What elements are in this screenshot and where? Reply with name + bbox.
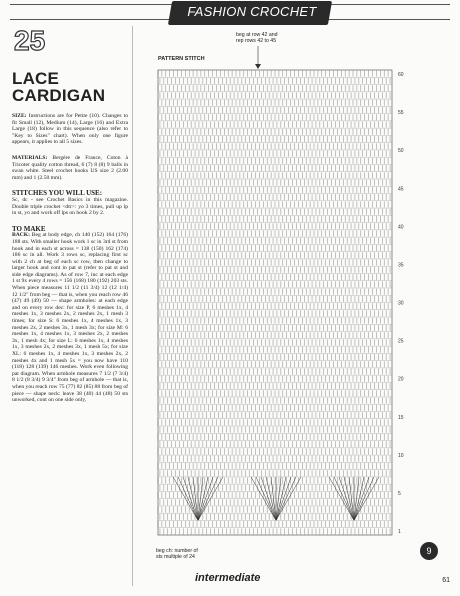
chart-bottom-note-line2: sts multiple of 24: [156, 554, 195, 560]
difficulty-badge: 9: [420, 542, 438, 560]
section-title: FASHION CROCHET: [187, 4, 317, 19]
pattern-title-line2: CARDIGAN: [12, 86, 106, 105]
chart-top-note-line2: rep rows 42 to 45: [236, 38, 277, 44]
back-heading: BACK:: [12, 232, 31, 239]
row-label: 45: [398, 186, 404, 193]
stitches-text: Sc, dc - see Crochet Basics in this magazine. Double triple crochet <dtr>: yo 3 times, pull up lp in st, yo and work off lps on hook 2 by 2.: [12, 196, 128, 217]
pattern-chart: [140, 30, 450, 570]
page-number: 61: [442, 577, 450, 584]
pattern-number: 25: [14, 25, 46, 56]
materials-text: Bergère de France, Coton à Tricoter quality cotton thread, 6 (7) 8 (8) 9 balls in swan white. Steel crochet hooks US size 2 (2.00 mm) and 1 (2.50 mm).: [12, 154, 129, 181]
top-arrow-head: [255, 64, 261, 69]
pattern-title: [12, 70, 132, 104]
instructions-column: [12, 26, 133, 586]
row-label: 30: [398, 300, 404, 307]
to-make-section: [12, 226, 132, 404]
chart-grid: [140, 30, 450, 570]
materials-section: [12, 155, 132, 181]
to-make-heading: TO MAKE: [12, 224, 46, 233]
chart-bottom-note-line1: beg ch: number of: [156, 548, 198, 554]
pattern-title-line1: LACE: [12, 69, 60, 88]
stitches-section: [12, 190, 132, 216]
materials-heading: MATERIALS:: [12, 154, 48, 161]
row-label: 40: [398, 224, 404, 231]
size-heading: SIZE:: [12, 113, 27, 119]
row-label: 35: [398, 262, 404, 269]
row-label: 60: [398, 72, 404, 78]
skill-level: intermediate: [195, 572, 261, 584]
stitches-heading: STITCHES YOU WILL USE:: [12, 189, 103, 198]
row-label: 15: [398, 414, 404, 421]
row-label: 55: [398, 110, 404, 117]
row-label: 50: [398, 148, 404, 155]
size-text: Instructions are for Petite (10). Changes to fit Small (12), Medium (14), Large (16) and Extra Large (18) follow in this sequence (also refer to "Key to Sizes" chart). When only one figure appears, it applies to all 5 sizes.: [12, 113, 128, 146]
size-section: [12, 113, 132, 146]
row-label: 1: [398, 529, 401, 535]
back-text: Beg at body edge, ch 140 (152) 164 (176) 188 sts. With smaller hook work 1 sc in 3rd st from hook and in each st across = 138 (150) 162 (174) 186 sc in all. Work 3 rows sc, replacing first sc with 2 ch at beg of each sc row, then change to larger hook and cont in pat st (refer to pat st and side edge diagrams). As of row 7, inc at each edge 1 st 9x every 4 rows = 156 (168) 180 (192) 203 sts. When piece measures 11 1/2 (11 3/4) 12 (12 1/4) 12 1/2" from beg — that is, when you reach row 46 (47) 49 (49) 50 — shape armholes: at each edge and on every row dec: for size P, 6 meshes 1x, 4 meshes 1x, 3 meshes 2x, 2 meshes 2x, 1 mesh 3 times; for size S: 6 meshes 1x, 4 meshes 1x, 3 meshes 2x, 2 meshes 3x, 1 mesh 3x; for size M: 6 meshes 1x, 4 meshes 1x, 3 meshes 2x, 2 meshes 3x, 1 mesh 4x; for size L: 6 meshes 1x, 4 meshes 1x, 3 meshes 2x, 2 meshes 3x, 1 mesh 5x; for size XL: 6 meshes 1x, 4 meshes 1x, 3 meshes 2x, 2 meshes 4x and 1 mesh 5x = you now have 110 (118) 128 (139) 146 meshes. Work even following pat diagram. When armhole measures 7 1/2 (7 3/4) 8 1/2 (8 3/4) 9 3/4" from beg of armhole — that is, when you reach row 75 (77) 82 (85) 88 from beg of piece — shape neck: leave 38 (40) 44 (48) 50 sts unworked, cont on one side only,: [12, 232, 128, 404]
row-label: 5: [398, 490, 401, 497]
chart-top-note-line1: beg at row 42 and: [236, 32, 278, 38]
chart-title: PATTERN STITCH: [158, 56, 205, 62]
chart-bottom-note: [156, 548, 198, 560]
row-label: 20: [398, 376, 404, 383]
row-label: 25: [398, 338, 404, 345]
row-label: 10: [398, 452, 404, 459]
